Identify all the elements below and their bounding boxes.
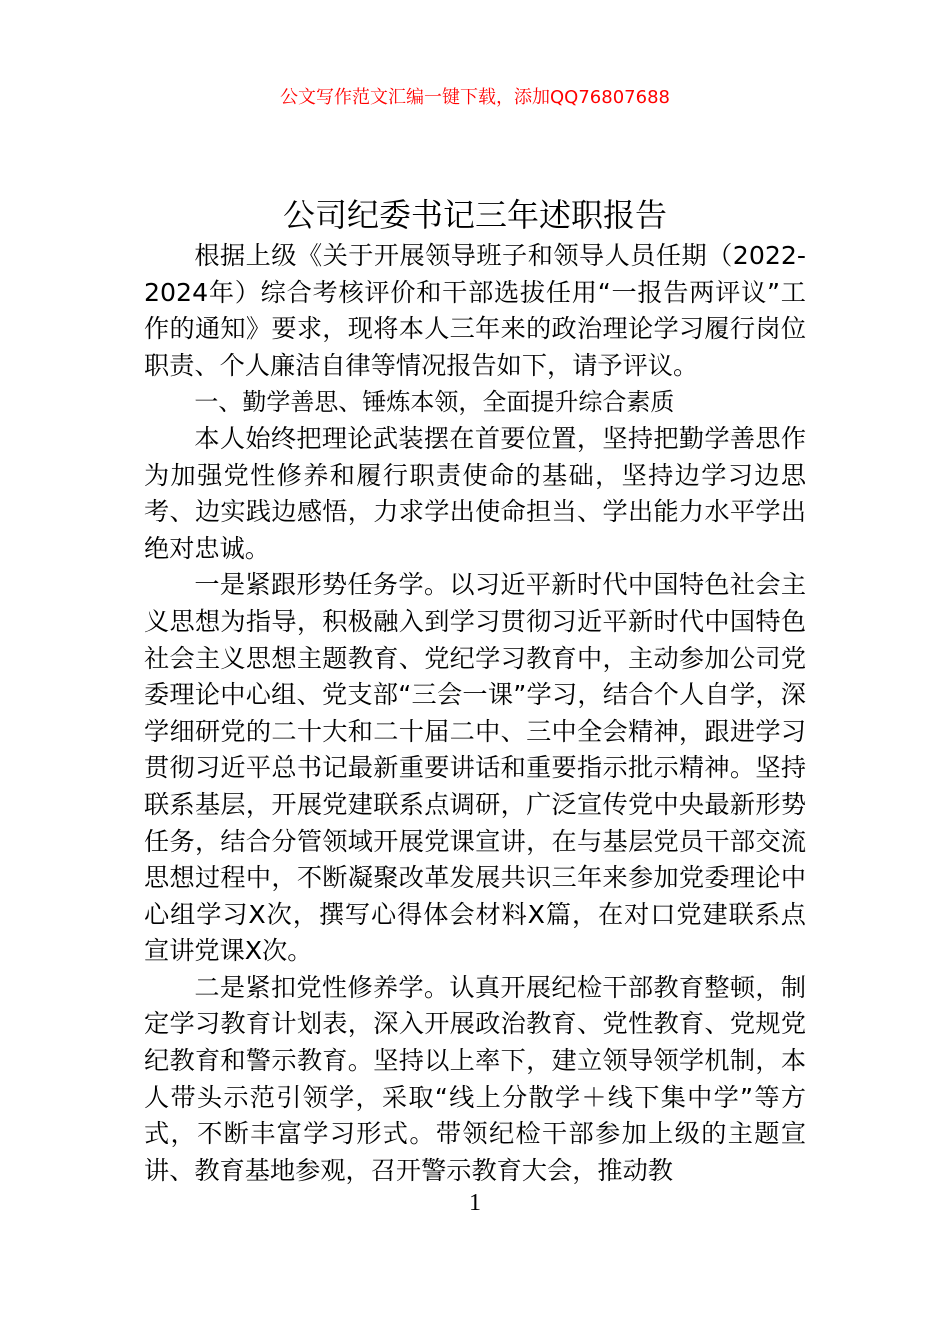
paragraph-point-1: 一是紧跟形势任务学。以习近平新时代中国特色社会主义思想为指导，积极融入到学习贯彻习近平新时代中国特色社会主义思想主题教育、党纪学习教育中，主动参加公司党委理论中心组、党支部“三会一课”学习，结合个人自学，深学细研党的二十大和二十届二中、三中全会精神，跟进学习贯彻习近平总书记最新重要讲话和重要指示批示精神。坚持联系基层，开展党建联系点调研，广泛宣传党中央最新形势任务，结合分管领域开展党课宣讲，在与基层党员干部交流思想过程中，不断凝聚改革发展共识三年来参加党委理论中心组学习X次，撰写心得体会材料X篇，在对口党建联系点宣讲党课X次。: [144, 570, 806, 966]
paragraph-point-2: 二是紧扣党性修养学。认真开展纪检干部教育整顿，制定学习教育计划表，深入开展政治教育、党性教育、党规党纪教育和警示教育。坚持以上率下，建立领导领学机制，本人带头示范引领学，采取“线上分散学＋线下集中学”等方式，不断丰富学习形式。带领纪检干部参加上级的主题宣讲、教育基地参观，召开警示教育大会，推动教: [144, 972, 806, 1185]
document-body: [144, 238, 806, 1189]
page-title: 公司纪委书记三年述职报告: [282, 196, 667, 235]
watermark-text: 公文写作范文汇编一键下载，添加QQ76807688: [280, 87, 670, 108]
page-number: 1: [469, 1190, 481, 1216]
paragraph-section-1-summary: 本人始终把理论武装摆在首要位置，坚持把勤学善思作为加强党性修养和履行职责使命的基础，坚持边学习边思考、边实践边感悟，力求学出使命担当、学出能力水平学出绝对忠诚。: [144, 423, 806, 563]
paragraph-intro: 根据上级《关于开展领导班子和领导人员任期（2022-2024年）综合考核评价和干部选拔任用“一报告两评议”工作的通知》要求，现将本人三年来的政治理论学习履行岗位职责、个人廉洁自律等情况报告如下，请予评议。: [144, 241, 806, 380]
section-heading-1: 一、勤学善思、锤炼本领，全面提升综合素质: [194, 388, 675, 417]
